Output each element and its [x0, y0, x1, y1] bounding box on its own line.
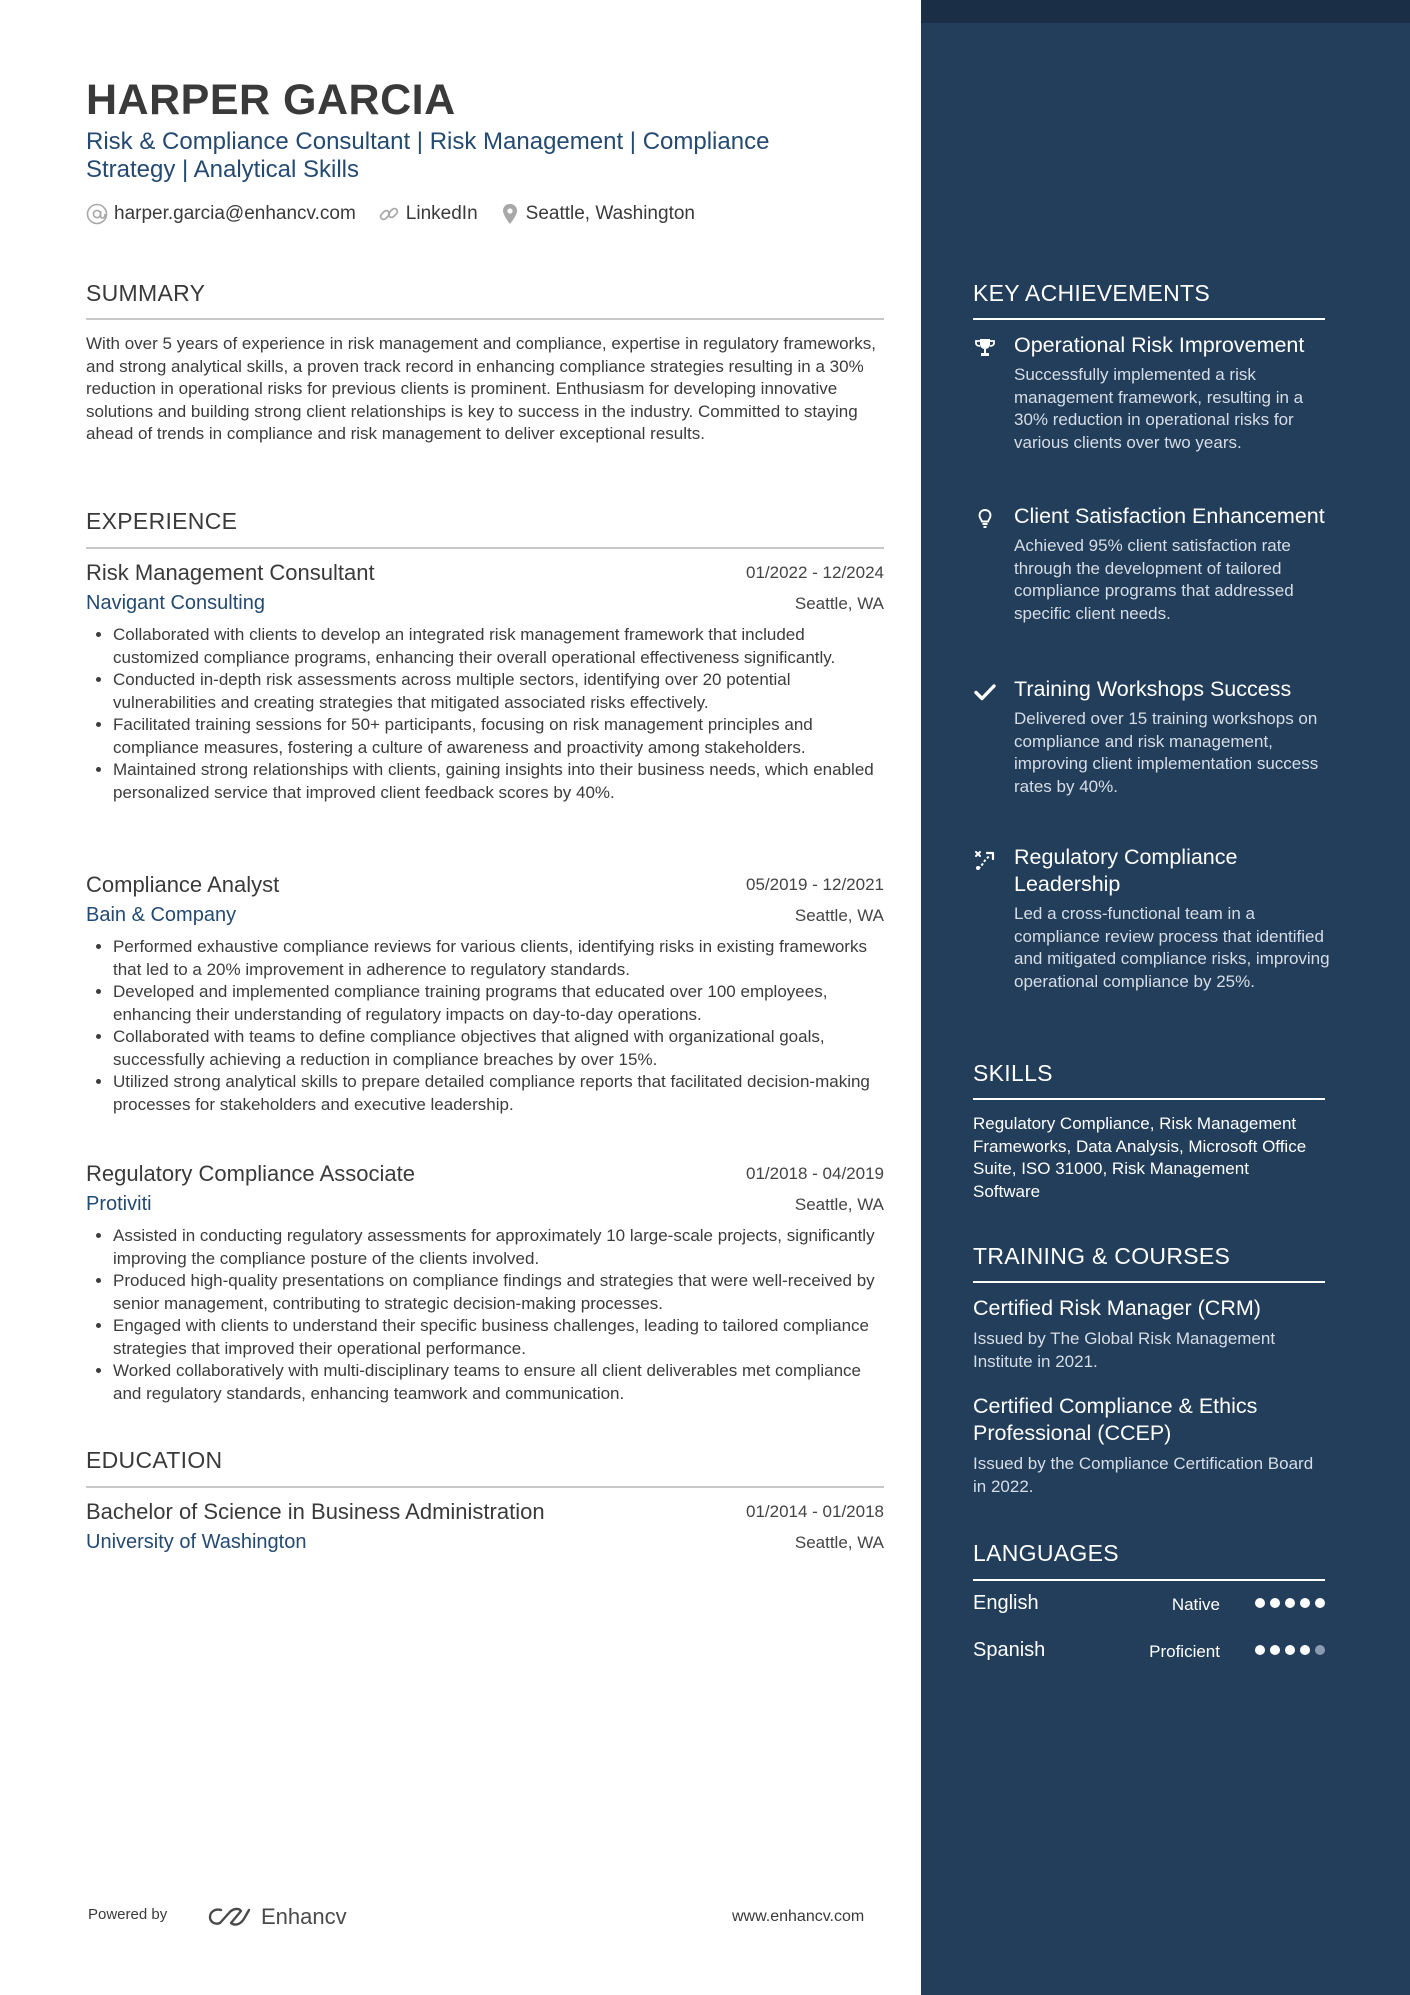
location-contact [500, 203, 695, 225]
language-name: Spanish [973, 1639, 1046, 1661]
experience-divider [86, 547, 884, 549]
course-desc: Issued by the Compliance Certification Board in 2022. [973, 1454, 1314, 1496]
rating-dot-filled [1270, 1598, 1280, 1608]
job-bullet: • Performed exhaustive compliance reviews for various clients, identifying risks in existing frameworks that led to a 20% improvement in adherence to regulatory standards. [113, 936, 884, 981]
education-heading: EDUCATION [86, 1447, 223, 1473]
enhancv-logo-icon [207, 1905, 253, 1929]
languages-divider [973, 1579, 1325, 1581]
course-title: Certified Compliance & Ethics Professional (CCEP) [973, 1394, 1258, 1445]
achievement-desc: Successfully implemented a risk management framework, resulting in a 30% reduction in operational risks for various clients over two years. [1014, 365, 1304, 452]
linkedin-contact[interactable] [378, 203, 478, 225]
achievements-divider [973, 318, 1325, 320]
job-bullet: • Assisted in conducting regulatory assessments for approximately 10 large-scale projects, significantly improving the compliance posture of the clients involved. [113, 1225, 884, 1270]
checkmark-icon [973, 680, 997, 704]
sidebar [921, 0, 1410, 1995]
job-bullets [86, 1225, 884, 1405]
course-desc: Issued by The Global Risk Management Institute in 2021. [973, 1329, 1276, 1371]
powered-by-label: Powered by [88, 1906, 168, 1923]
link-icon [378, 203, 400, 225]
rating-dot-filled [1285, 1598, 1295, 1608]
course-item [973, 1295, 1325, 1373]
job-title: Compliance Analyst [86, 872, 280, 897]
job-location: Seattle, WA [794, 1195, 884, 1214]
achievement-desc: Delivered over 15 training workshops on compliance and risk management, improving client implementation success rates by 40%. [1014, 709, 1319, 796]
experience-heading: EXPERIENCE [86, 508, 238, 534]
languages-heading: LANGUAGES [973, 1540, 1119, 1566]
enhancv-brand-text: Enhancv [261, 1904, 347, 1929]
company-name: Navigant Consulting [86, 592, 265, 614]
achievement-item [973, 332, 1333, 454]
course-title: Certified Risk Manager (CRM) [973, 1296, 1261, 1320]
company-name: Protiviti [86, 1193, 152, 1215]
job-bullet: • Worked collaboratively with multi-disciplinary teams to ensure all client deliverables met compliance and regulatory standards, enhancing teamwork and communication. [113, 1360, 884, 1405]
skills-heading: SKILLS [973, 1060, 1053, 1086]
candidate-name: HARPER GARCIA [86, 76, 456, 124]
education-location: Seattle, WA [794, 1533, 884, 1552]
job-entry [86, 560, 884, 804]
job-title: Risk Management Consultant [86, 560, 375, 585]
school-name: University of Washington [86, 1531, 307, 1553]
skills-text: Regulatory Compliance, Risk Management Frameworks, Data Analysis, Microsoft Office Suite, ISO 31000, Risk Management Software [973, 1114, 1307, 1201]
training-heading: TRAINING & COURSES [973, 1243, 1231, 1269]
summary-divider [86, 318, 884, 320]
location-pin-icon [500, 203, 520, 225]
rating-dot-filled [1255, 1598, 1265, 1608]
job-dates: 01/2018 - 04/2019 [745, 1164, 884, 1183]
rating-dot-empty [1315, 1645, 1325, 1655]
job-bullet: • Engaged with clients to understand their specific business challenges, leading to tailored compliance strategies that improved their operational performance. [113, 1315, 884, 1360]
rating-dot-filled [1300, 1598, 1310, 1608]
job-dates: 05/2019 - 12/2021 [745, 875, 884, 894]
contact-bar [86, 201, 717, 227]
job-location: Seattle, WA [794, 594, 884, 613]
rating-dot-filled [1315, 1598, 1325, 1608]
job-bullet: • Utilized strong analytical skills to prepare detailed compliance reports that facilitated decision-making processes for stakeholders and executive leadership. [113, 1071, 884, 1116]
company-name: Bain & Company [86, 904, 237, 926]
job-bullet: • Developed and implemented compliance training programs that educated over 100 employees, enhancing their understanding of regulatory impacts on day-to-day operations. [113, 981, 884, 1026]
achievement-desc: Led a cross-functional team in a compliance review process that identified and mitigated compliance risks, improving operational compliance by 25%. [1014, 904, 1330, 991]
education-dates: 01/2014 - 01/2018 [745, 1502, 884, 1521]
job-bullet: • Maintained strong relationships with clients, gaining insights into their business needs, which enabled personalized service that improved client feedback scores by 40%. [113, 759, 884, 804]
linkedin-text: LinkedIn [405, 203, 478, 224]
summary-text: With over 5 years of experience in risk management and compliance, expertise in regulatory frameworks, and strong analytical skills, a proven track record in enhancing compliance strategies resulting in a 30% reduction in operational risks for previous clients is prominent. Enthusiasm for developing innovative solutions and building strong client relationships is key to success in the industry. Committed to staying ahead of trends in compliance and risk management to deliver exceptional results. [86, 334, 876, 443]
language-level: Proficient [1149, 1642, 1220, 1661]
email-contact[interactable] [86, 203, 356, 225]
email-text: harper.garcia@enhancv.com [114, 203, 356, 224]
headline: Risk & Compliance Consultant | Risk Management | Compliance Strategy | Analytical Skills [86, 128, 770, 183]
achievement-item [973, 844, 1333, 993]
achievement-item [973, 503, 1333, 625]
language-item [973, 1592, 1325, 1620]
job-bullet: • Produced high-quality presentations on compliance findings and strategies that were well-received by senior management, contributing to strategic decision-making processes. [113, 1270, 884, 1315]
training-divider [973, 1281, 1325, 1283]
strategy-icon [973, 848, 997, 872]
achievement-desc: Achieved 95% client satisfaction rate through the development of tailored compliance programs that addressed specific client needs. [1014, 536, 1294, 623]
rating-dot-filled [1285, 1645, 1295, 1655]
at-icon [86, 203, 108, 225]
language-name: English [973, 1592, 1039, 1614]
footer-url[interactable]: www.enhancv.com [732, 1908, 865, 1925]
education-entry [86, 1499, 884, 1563]
achievement-title: Training Workshops Success [1014, 677, 1292, 701]
achievement-title: Operational Risk Improvement [1014, 333, 1305, 357]
sidebar-top-bar [921, 0, 1410, 23]
job-entry [86, 1161, 884, 1405]
job-bullet: • Facilitated training sessions for 50+ participants, focusing on risk management principles and compliance measures, fostering a culture of awareness and proactivity among stakeholders. [113, 714, 884, 759]
skills-divider [973, 1098, 1325, 1100]
lightbulb-icon [973, 507, 997, 531]
job-bullet: • Collaborated with clients to develop an integrated risk management framework that included customized compliance programs, enhancing their overall operational effectiveness significantly. [113, 624, 884, 669]
job-title: Regulatory Compliance Associate [86, 1161, 415, 1186]
language-rating [1250, 1598, 1325, 1608]
job-location: Seattle, WA [794, 906, 884, 925]
job-entry [86, 872, 884, 1116]
job-bullets [86, 936, 884, 1116]
language-item [973, 1639, 1325, 1667]
job-bullet: • Collaborated with teams to define compliance objectives that aligned with organizational goals, successfully achieving a reduction in compliance breaches by over 15%. [113, 1026, 884, 1071]
degree-title: Bachelor of Science in Business Administration [86, 1499, 545, 1524]
location-text: Seattle, Washington [525, 203, 695, 224]
job-dates: 01/2022 - 12/2024 [745, 563, 884, 582]
summary-heading: SUMMARY [86, 280, 206, 306]
enhancv-logo[interactable] [207, 1904, 347, 1930]
job-bullet: • Conducted in-depth risk assessments across multiple sectors, identifying over 20 potential vulnerabilities and creating strategies that mitigated associated risks effectively. [113, 669, 884, 714]
job-bullets [86, 624, 884, 804]
rating-dot-filled [1300, 1645, 1310, 1655]
rating-dot-filled [1255, 1645, 1265, 1655]
achievement-item [973, 676, 1333, 798]
achievements-heading: KEY ACHIEVEMENTS [973, 280, 1211, 306]
rating-dot-filled [1270, 1645, 1280, 1655]
language-level: Native [1171, 1595, 1220, 1614]
achievement-title: Client Satisfaction Enhancement [1014, 504, 1325, 528]
language-rating [1250, 1645, 1325, 1655]
course-item [973, 1393, 1325, 1498]
education-divider [86, 1486, 884, 1488]
achievement-title: Regulatory Compliance Leadership [1014, 845, 1238, 896]
trophy-icon [973, 336, 997, 360]
